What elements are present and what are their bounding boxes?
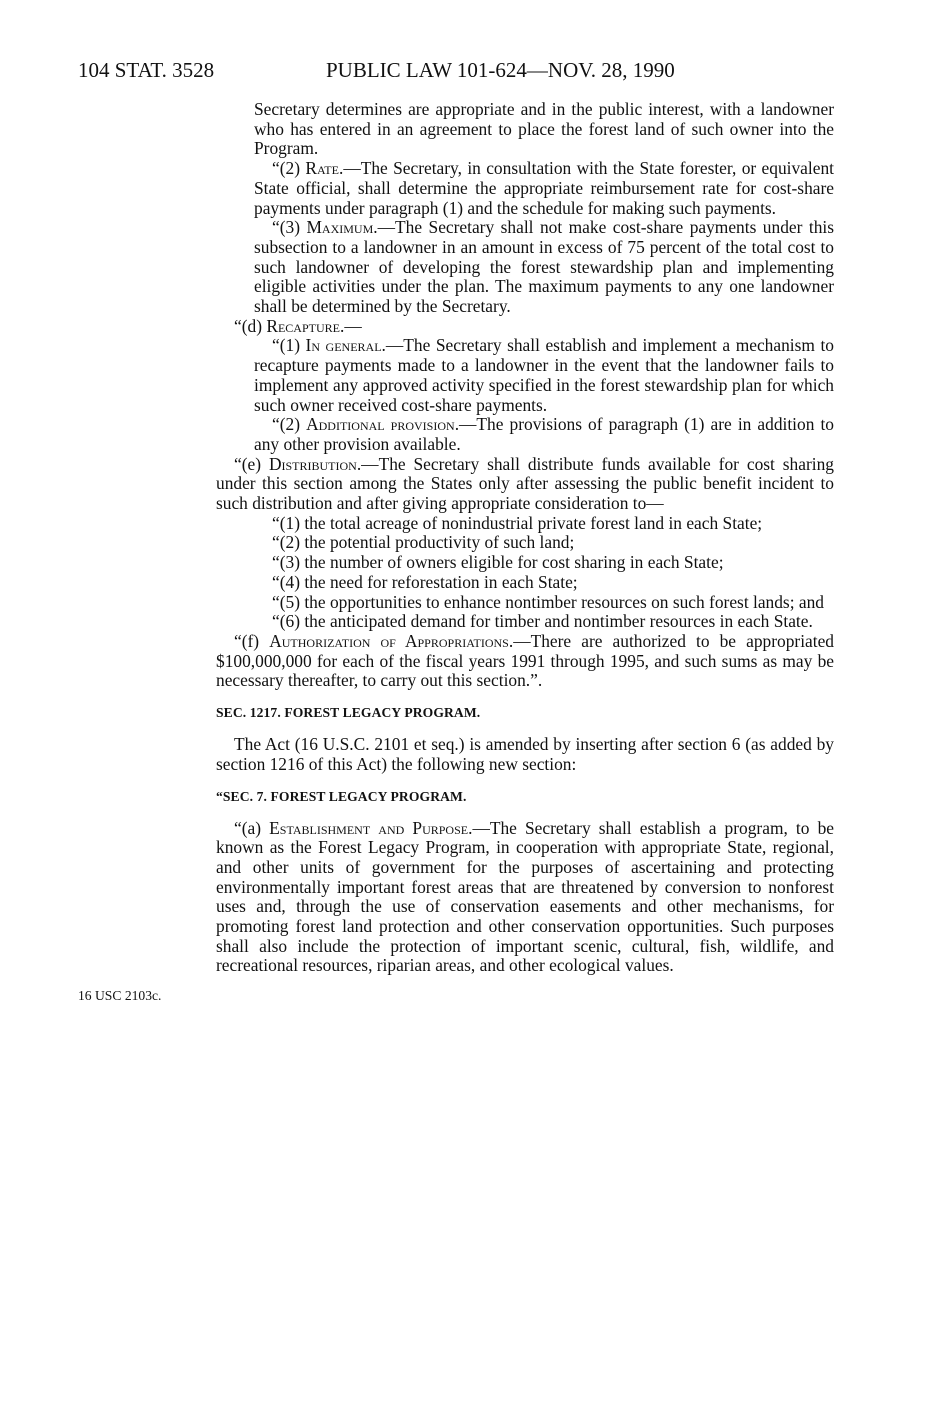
heading-additional-provision: Additional provision (306, 414, 455, 435)
paragraph-act-amendment: The Act (16 U.S.C. 2101 et seq.) is amended by inserting after section 6 (as added by section 1216 of this Act) the following new section: (216, 734, 834, 774)
paragraph-d2-additional-provision: “(2) Additional provision.—The provisions of paragraph (1) are in addition to any other provision available. (254, 414, 834, 454)
heading-recapture: Recapture (266, 315, 340, 336)
heading-establishment: Establishment and Purpose (269, 817, 469, 838)
heading-in-general: In general (305, 335, 382, 356)
paragraph-c2-rate: “(2) Rate.—The Secretary, in consultation with the State forester, or equivalent State official, shall determine the appropriate reimbursement rate for cost-share payments under paragraph (1) and the schedule for making such payments. (254, 158, 834, 218)
heading-authorization: Authorization of Appropriations (269, 630, 509, 651)
usc-side-note: 16 USC 2103c. (78, 988, 162, 1003)
paragraph-e1: “(1) the total acreage of nonindustrial private forest land in each State; (272, 512, 763, 533)
paragraph-d-recapture: “(d) Recapture.— (234, 315, 362, 336)
paragraph-f-authorization: “(f) Authorization of Appropriations.—There are authorized to be appropriated $100,000,000 for each of the fiscal years 1991 through 1995, and such sums as may be necessary thereafter, to carry out this section.”. (216, 630, 834, 691)
body-column (216, 100, 834, 976)
public-law-title: PUBLIC LAW 101-624—NOV. 28, 1990 (326, 58, 675, 82)
section-1217-heading: SEC. 1217. FOREST LEGACY PROGRAM. (216, 705, 481, 721)
section-7-heading: “SEC. 7. FOREST LEGACY PROGRAM. (216, 788, 467, 804)
paragraph-e6: “(6) the anticipated demand for timber and nontimber resources in each State. (272, 611, 813, 632)
heading-distribution: Distribution (268, 453, 357, 474)
paragraph-e2: “(2) the potential productivity of such land; (272, 532, 575, 553)
paragraph-d1-in-general: “(1) In general.—The Secretary shall establish and implement a mechanism to recapture payments made to a landowner in the event that the landowner fails to implement any approved activity specified in the forest stewardship plan for which such owner received cost-share payments. (254, 335, 834, 415)
heading-maximum: Maximum (306, 217, 374, 238)
paragraph-continuation: Secretary determines are appropriate and in the public interest, with a landowner who has entered in an agreement to place the forest land of such owner into the Program. (254, 99, 834, 159)
running-head (78, 58, 880, 88)
paragraph-e3: “(3) the number of owners eligible for cost sharing in each State; (272, 552, 724, 573)
paragraph-e5: “(5) the opportunities to enhance nontimber resources on such forest lands; and (272, 591, 824, 612)
paragraph-e-distribution: “(e) Distribution.—The Secretary shall distribute funds available for cost sharing under this section among the States only after assessing the public benefit incident to such distribution and after giving appropriate consideration to— (216, 453, 834, 514)
paragraph-e4: “(4) the need for reforestation in each State; (272, 571, 578, 592)
heading-rate: Rate (305, 158, 339, 179)
stat-page-number: 104 STAT. 3528 (78, 58, 215, 82)
paragraph-c3-maximum: “(3) Maximum.—The Secretary shall not make cost-share payments under this subsection to a landowner in an amount in excess of 75 percent of the total cost to such landowner of developing the forest stewardship plan and implementing eligible activities under the plan. The maximum payments to any one landowner shall be determined by the Secretary. (254, 217, 834, 317)
paragraph-a-establishment: “(a) Establishment and Purpose.—The Secretary shall establish a program, to be known as the Forest Legacy Program, in cooperation with appropriate State, regional, and other units of government for the purposes of ascertaining and protecting environmentally important forest areas that are threatened by conversion to nonforest uses and, through the use of conservation easements and other mechanisms, for promoting forest land protection and other conservation opportunities. Such purposes shall also include the protection of important scenic, cultural, fish, wildlife, and recreational resources, riparian areas, and other ecological values. (216, 817, 834, 976)
